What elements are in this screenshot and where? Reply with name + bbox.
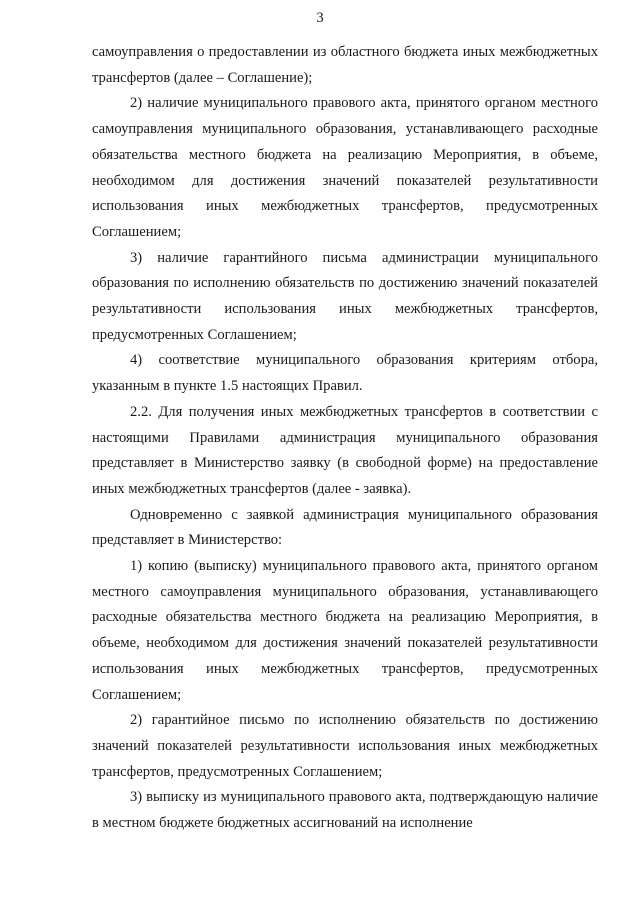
paragraph-section-2-2: 2.2. Для получения иных межбюджетных трансфертов в соответствии с настоящими Правилами администрация муниципального образования представляет в Министерство заявку (в свободной форме) на предоставление иных межбюджетных трансфертов (далее - заявка). bbox=[92, 403, 598, 497]
paragraph-continuation: самоуправления о предоставлении из областного бюджета иных межбюджетных трансфертов (далее – Соглашение); bbox=[92, 44, 598, 86]
document-body bbox=[92, 40, 598, 837]
paragraph-item-3-guarantee-letter: 3) наличие гарантийного письма администрации муниципального образования по исполнению обязательств по достижению значений показателей результативности использования иных межбюджетных трансфертов, предусмотренных Соглашением; bbox=[92, 249, 598, 343]
paragraph-submit-item-1-copy: 1) копию (выписку) муниципального правового акта, принятого органом местного самоуправления муниципального образования, устанавливающего расходные обязательства местного бюджета на реализацию Мероприятия, в объеме, необходимом для достижения значений показателей результативности использования иных межбюджетных трансфертов, предусмотренных Соглашением; bbox=[92, 558, 598, 703]
paragraph-item-2-municipal-act: 2) наличие муниципального правового акта, принятого органом местного самоуправления муниципального образования, устанавливающего расходные обязательства местного бюджета на реализацию Мероприятия, в объеме, необходимом для достижения значений показателей результативности использования иных межбюджетных трансфертов, предусмотренных Соглашением; bbox=[92, 95, 598, 240]
paragraph-submit-item-3-extract: 3) выписку из муниципального правового акта, подтверждающую наличие в местном бюджете бюджетных ассигнований на исполнение bbox=[92, 789, 598, 832]
page-number: 3 bbox=[316, 10, 324, 26]
paragraph-submit-item-2-letter: 2) гарантийное письмо по исполнению обязательств по достижению значений показателей результативности использования иных межбюджетных трансфертов, предусмотренных Соглашением; bbox=[92, 712, 598, 780]
paragraph-item-4-selection-criteria: 4) соответствие муниципального образования критериям отбора, указанным в пункте 1.5 настоящих Правил. bbox=[92, 352, 598, 395]
paragraph-submission-intro: Одновременно с заявкой администрация муниципального образования представляет в Министерство: bbox=[92, 506, 598, 549]
